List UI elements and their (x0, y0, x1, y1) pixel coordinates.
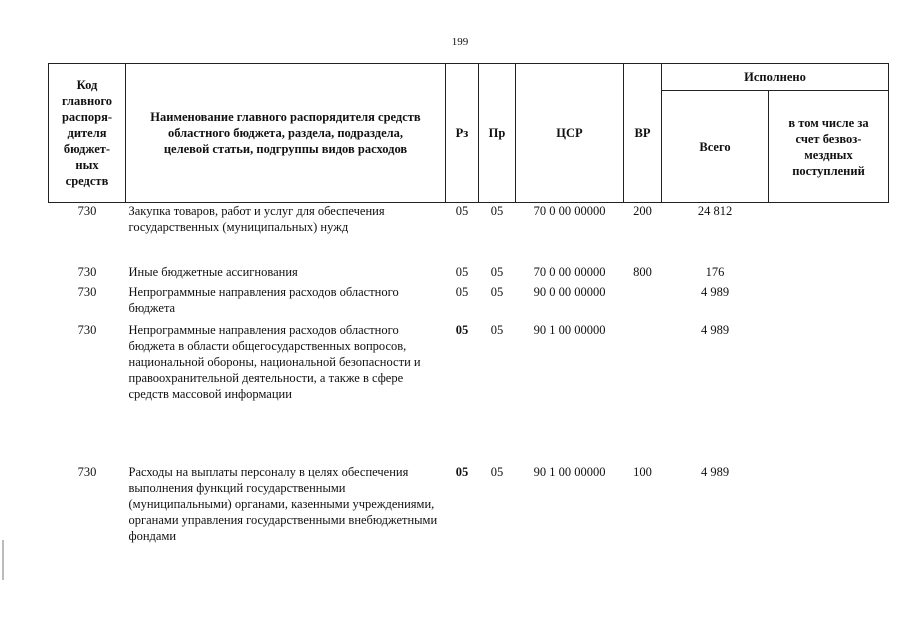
cell-pr: 05 (490, 264, 504, 279)
cell-csr: 90 0 00 00000 (533, 284, 606, 299)
header-csr: ЦСР (516, 64, 624, 203)
table-row (49, 322, 889, 464)
header-vr: ВР (624, 64, 662, 203)
cell-code: 730 (77, 322, 97, 337)
cell-total: 176 (705, 264, 725, 279)
cell-csr: 70 0 00 00000 (533, 204, 606, 218)
cell-total: 4 989 (700, 464, 730, 479)
table-row (49, 203, 889, 264)
cell-pr: 05 (490, 284, 504, 299)
cell-rz: 05 (455, 264, 469, 279)
header-rz: Рз (446, 64, 479, 203)
cell-csr: 70 0 00 00000 (533, 264, 606, 279)
cell-grants (769, 322, 889, 464)
cell-grants (769, 264, 889, 284)
header-grant-share: в том числе за счет безвоз-мездных поступлений (769, 91, 889, 203)
header-name: Наименование главного распорядителя средств областного бюджета, раздела, подраздела, целевой статьи, подгруппы видов расходов (126, 64, 446, 203)
cell-total: 4 989 (700, 322, 730, 337)
cell-rz: 05 (455, 322, 469, 337)
cell-csr: 90 1 00 00000 (533, 322, 606, 337)
cell-vr: 800 (633, 264, 652, 279)
cell-rz: 05 (455, 204, 469, 218)
cell-grants (769, 464, 889, 574)
cell-vr (624, 284, 662, 322)
cell-grants (769, 203, 889, 264)
header-code: Код главного распоря-дителя бюджет-ных средств (49, 64, 126, 203)
cell-total: 4 989 (700, 284, 730, 299)
table-header (49, 64, 889, 203)
cell-name: Иные бюджетные ассигнования (128, 264, 298, 279)
cell-total: 24 812 (697, 204, 733, 218)
cell-grants (769, 284, 889, 322)
cell-pr: 05 (490, 464, 504, 479)
cell-name: Непрограммные направления расходов областного бюджета в области общегосударственных вопросов, национальной обороны, национальной безопасности и правоохранительной деятельности, а также в сфере средств массовой информации (128, 322, 421, 401)
cell-pr: 05 (490, 322, 504, 337)
table-row (49, 464, 889, 574)
scan-edge-mark (2, 540, 4, 580)
cell-code: 730 (77, 464, 97, 479)
cell-rz: 05 (455, 284, 469, 299)
cell-code: 730 (77, 264, 97, 279)
page-number: 199 (451, 36, 469, 48)
cell-vr: 100 (633, 464, 652, 479)
cell-pr: 05 (490, 204, 504, 218)
cell-name: Непрограммные направления расходов областного бюджета (128, 284, 399, 315)
cell-name: Закупка товаров, работ и услуг для обеспечения государственных (муниципальных) нужд (128, 204, 385, 234)
header-executed: Исполнено (662, 64, 889, 91)
cell-code: 730 (77, 284, 97, 299)
header-pr: Пр (479, 64, 516, 203)
cell-rz: 05 (455, 464, 469, 479)
header-total: Всего (662, 91, 769, 203)
table-row (49, 264, 889, 284)
cell-vr (624, 322, 662, 464)
table-row (49, 284, 889, 322)
cell-csr: 90 1 00 00000 (533, 464, 606, 479)
cell-vr: 200 (633, 204, 652, 218)
cell-code: 730 (77, 204, 97, 218)
table-body (49, 203, 889, 574)
budget-table (48, 63, 889, 574)
cell-name: Расходы на выплаты персоналу в целях обеспечения выполнения функций государственными (муниципальными) органами, казенными учреждениями, органами управления государственными внебюджетными фондами (128, 464, 438, 543)
